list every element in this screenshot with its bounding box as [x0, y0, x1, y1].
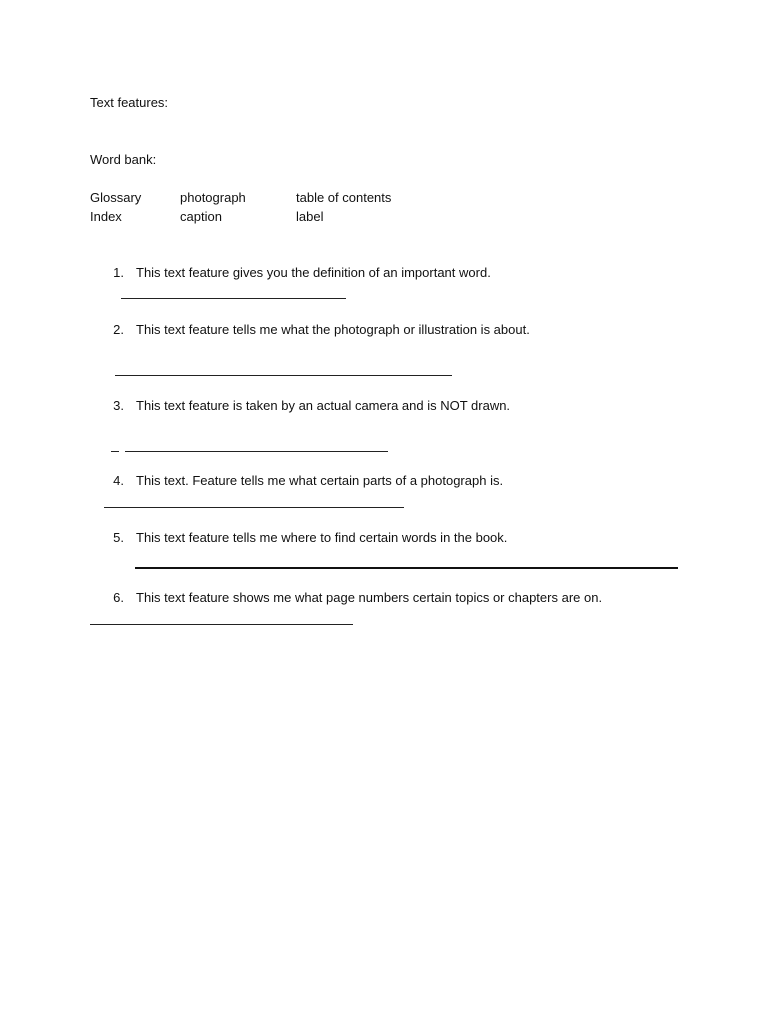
word-bank-item-label: label [296, 209, 324, 224]
question-number: 2. [113, 322, 124, 337]
worksheet-title: Text features: [90, 95, 169, 110]
question-text: This text feature gives you the definition of an important word. [136, 265, 491, 280]
question-text: This text feature shows me what page numbers certain topics or chapters are on. [136, 590, 603, 605]
word-bank-item-glossary: Glossary [90, 190, 142, 205]
answer-line[interactable] [90, 624, 353, 625]
answer-line[interactable] [121, 298, 346, 299]
answer-line[interactable] [135, 567, 678, 569]
word-bank-item-caption: caption [180, 209, 222, 224]
question-number: 3. [113, 398, 124, 413]
answer-line-stub [111, 451, 119, 452]
question-number: 6. [113, 590, 124, 605]
word-bank-item-index: Index [90, 209, 122, 224]
question-number: 4. [113, 473, 124, 488]
word-bank-item-table-of-contents: table of contents [296, 190, 392, 205]
question-text: This text feature tells me what the photograph or illustration is about. [136, 322, 530, 337]
word-bank-label: Word bank: [90, 152, 157, 167]
word-bank-item-photograph: photograph [180, 190, 246, 205]
question-text: This text. Feature tells me what certain parts of a photograph is. [136, 473, 504, 488]
answer-line[interactable] [125, 451, 388, 452]
question-text: This text feature is taken by an actual camera and is NOT drawn. [136, 398, 511, 413]
answer-line[interactable] [104, 507, 404, 508]
question-number: 1. [113, 265, 124, 280]
question-number: 5. [113, 530, 124, 545]
answer-line[interactable] [115, 375, 452, 376]
question-text: This text feature tells me where to find certain words in the book. [136, 530, 508, 545]
